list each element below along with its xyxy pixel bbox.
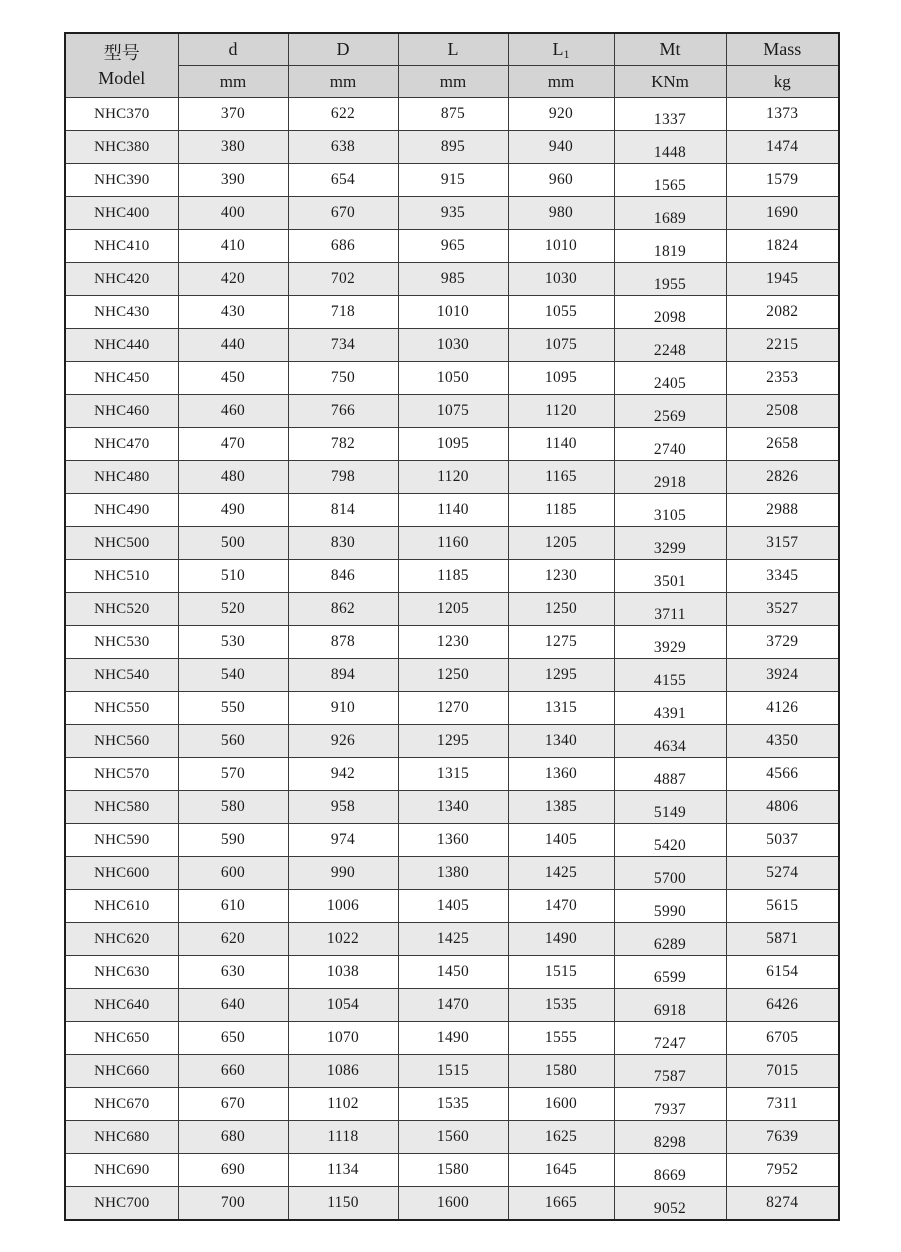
value-cell: 1580 [508, 1055, 614, 1088]
value-cell: 1010 [508, 230, 614, 263]
model-cell: NHC400 [65, 197, 178, 230]
value-cell: 3157 [726, 527, 839, 560]
value-cell: 550 [178, 692, 288, 725]
value-cell: 630 [178, 956, 288, 989]
table-body [65, 98, 839, 1221]
table-row [65, 395, 839, 428]
model-header-en: Model [98, 67, 146, 88]
table-row [65, 890, 839, 923]
model-header-zh: 型号 [103, 43, 140, 64]
model-cell: NHC390 [65, 164, 178, 197]
table-row [65, 197, 839, 230]
value-cell: 370 [178, 98, 288, 131]
model-cell: NHC640 [65, 989, 178, 1022]
value-cell: 1185 [508, 494, 614, 527]
value-cell: 3345 [726, 560, 839, 593]
value-cell: 1075 [398, 395, 508, 428]
value-cell: 686 [288, 230, 398, 263]
value-cell: 1230 [398, 626, 508, 659]
value-cell: 610 [178, 890, 288, 923]
column-header-d: d [178, 33, 288, 66]
model-cell: NHC630 [65, 956, 178, 989]
value-cell: 5037 [726, 824, 839, 857]
value-cell: 530 [178, 626, 288, 659]
table-header [65, 33, 839, 98]
value-cell: 1405 [508, 824, 614, 857]
value-cell: 1315 [508, 692, 614, 725]
value-cell: 2248 [614, 329, 726, 362]
value-cell: 1337 [614, 98, 726, 131]
value-cell: 7247 [614, 1022, 726, 1055]
value-cell: 3527 [726, 593, 839, 626]
value-cell: 985 [398, 263, 508, 296]
column-unit-4: KNm [614, 66, 726, 98]
column-header-d: D [288, 33, 398, 66]
value-cell: 2215 [726, 329, 839, 362]
value-cell: 1270 [398, 692, 508, 725]
column-unit-0: mm [178, 66, 288, 98]
value-cell: 1030 [398, 329, 508, 362]
value-cell: 1555 [508, 1022, 614, 1055]
value-cell: 940 [508, 131, 614, 164]
value-cell: 830 [288, 527, 398, 560]
value-cell: 1160 [398, 527, 508, 560]
value-cell: 1295 [508, 659, 614, 692]
table-row [65, 329, 839, 362]
value-cell: 2658 [726, 428, 839, 461]
value-cell: 2098 [614, 296, 726, 329]
model-cell: NHC690 [65, 1154, 178, 1187]
model-cell: NHC380 [65, 131, 178, 164]
table-row [65, 461, 839, 494]
value-cell: 1600 [398, 1187, 508, 1221]
value-cell: 4566 [726, 758, 839, 791]
value-cell: 980 [508, 197, 614, 230]
value-cell: 2826 [726, 461, 839, 494]
value-cell: 1022 [288, 923, 398, 956]
value-cell: 1515 [508, 956, 614, 989]
model-cell: NHC650 [65, 1022, 178, 1055]
value-cell: 1120 [398, 461, 508, 494]
value-cell: 1315 [398, 758, 508, 791]
value-cell: 1450 [398, 956, 508, 989]
table-row [65, 692, 839, 725]
value-cell: 1118 [288, 1121, 398, 1154]
value-cell: 5149 [614, 791, 726, 824]
value-cell: 1373 [726, 98, 839, 131]
model-cell: NHC590 [65, 824, 178, 857]
column-header-mass: Mass [726, 33, 839, 66]
value-cell: 1150 [288, 1187, 398, 1221]
model-cell: NHC580 [65, 791, 178, 824]
value-cell: 4391 [614, 692, 726, 725]
value-cell: 1165 [508, 461, 614, 494]
value-cell: 480 [178, 461, 288, 494]
table-row [65, 824, 839, 857]
value-cell: 1205 [398, 593, 508, 626]
value-cell: 660 [178, 1055, 288, 1088]
value-cell: 935 [398, 197, 508, 230]
value-cell: 4350 [726, 725, 839, 758]
value-cell: 400 [178, 197, 288, 230]
value-cell: 1448 [614, 131, 726, 164]
value-cell: 670 [178, 1088, 288, 1121]
value-cell: 1955 [614, 263, 726, 296]
value-cell: 2508 [726, 395, 839, 428]
value-cell: 1425 [508, 857, 614, 890]
value-cell: 6289 [614, 923, 726, 956]
table-row [65, 494, 839, 527]
value-cell: 1515 [398, 1055, 508, 1088]
table-row [65, 1187, 839, 1221]
value-cell: 990 [288, 857, 398, 890]
value-cell: 1490 [398, 1022, 508, 1055]
column-unit-3: mm [508, 66, 614, 98]
value-cell: 1250 [508, 593, 614, 626]
value-cell: 1050 [398, 362, 508, 395]
value-cell: 960 [508, 164, 614, 197]
value-cell: 1824 [726, 230, 839, 263]
value-cell: 1945 [726, 263, 839, 296]
table-row [65, 1154, 839, 1187]
value-cell: 5615 [726, 890, 839, 923]
spec-table-container [64, 32, 840, 1221]
table-row [65, 659, 839, 692]
value-cell: 4634 [614, 725, 726, 758]
value-cell: 2353 [726, 362, 839, 395]
value-cell: 1055 [508, 296, 614, 329]
value-cell: 8669 [614, 1154, 726, 1187]
table-row [65, 1088, 839, 1121]
table-row [65, 164, 839, 197]
model-cell: NHC370 [65, 98, 178, 131]
value-cell: 2082 [726, 296, 839, 329]
value-cell: 6705 [726, 1022, 839, 1055]
value-cell: 1535 [508, 989, 614, 1022]
model-cell: NHC570 [65, 758, 178, 791]
model-cell: NHC510 [65, 560, 178, 593]
value-cell: 590 [178, 824, 288, 857]
value-cell: 1579 [726, 164, 839, 197]
value-cell: 798 [288, 461, 398, 494]
value-cell: 1275 [508, 626, 614, 659]
value-cell: 1054 [288, 989, 398, 1022]
value-cell: 654 [288, 164, 398, 197]
value-cell: 8298 [614, 1121, 726, 1154]
value-cell: 2740 [614, 428, 726, 461]
value-cell: 1625 [508, 1121, 614, 1154]
table-row [65, 263, 839, 296]
value-cell: 1425 [398, 923, 508, 956]
model-cell: NHC610 [65, 890, 178, 923]
value-cell: 650 [178, 1022, 288, 1055]
value-cell: 926 [288, 725, 398, 758]
value-cell: 1010 [398, 296, 508, 329]
model-cell: NHC430 [65, 296, 178, 329]
table-row [65, 131, 839, 164]
column-header-l: L [398, 33, 508, 66]
value-cell: 3924 [726, 659, 839, 692]
value-cell: 2569 [614, 395, 726, 428]
value-cell: 766 [288, 395, 398, 428]
value-cell: 1070 [288, 1022, 398, 1055]
column-header-l1: $L_1$ [508, 33, 614, 66]
value-cell: 1474 [726, 131, 839, 164]
table-row [65, 758, 839, 791]
value-cell: 2405 [614, 362, 726, 395]
value-cell: 3729 [726, 626, 839, 659]
model-column-header [65, 33, 178, 98]
table-row [65, 98, 839, 131]
value-cell: 3929 [614, 626, 726, 659]
value-cell: 782 [288, 428, 398, 461]
table-row [65, 725, 839, 758]
value-cell: 1095 [508, 362, 614, 395]
value-cell: 718 [288, 296, 398, 329]
value-cell: 846 [288, 560, 398, 593]
value-cell: 1075 [508, 329, 614, 362]
value-cell: 3105 [614, 494, 726, 527]
value-cell: 3501 [614, 560, 726, 593]
value-cell: 570 [178, 758, 288, 791]
header-row-units [65, 66, 839, 98]
value-cell: 580 [178, 791, 288, 824]
value-cell: 420 [178, 263, 288, 296]
table-row [65, 923, 839, 956]
value-cell: 7639 [726, 1121, 839, 1154]
value-cell: 1340 [508, 725, 614, 758]
value-cell: 7937 [614, 1088, 726, 1121]
model-cell: NHC460 [65, 395, 178, 428]
value-cell: 1580 [398, 1154, 508, 1187]
value-cell: 500 [178, 527, 288, 560]
value-cell: 1600 [508, 1088, 614, 1121]
value-cell: 1819 [614, 230, 726, 263]
value-cell: 540 [178, 659, 288, 692]
value-cell: 640 [178, 989, 288, 1022]
column-header-mt: Mt [614, 33, 726, 66]
model-cell: NHC660 [65, 1055, 178, 1088]
model-cell: NHC500 [65, 527, 178, 560]
model-cell: NHC420 [65, 263, 178, 296]
value-cell: 1038 [288, 956, 398, 989]
value-cell: 1405 [398, 890, 508, 923]
value-cell: 750 [288, 362, 398, 395]
value-cell: 1645 [508, 1154, 614, 1187]
value-cell: 9052 [614, 1187, 726, 1221]
value-cell: 958 [288, 791, 398, 824]
value-cell: 4887 [614, 758, 726, 791]
value-cell: 2918 [614, 461, 726, 494]
value-cell: 520 [178, 593, 288, 626]
table-row [65, 1055, 839, 1088]
model-cell: NHC700 [65, 1187, 178, 1221]
value-cell: 734 [288, 329, 398, 362]
value-cell: 7587 [614, 1055, 726, 1088]
model-cell: NHC670 [65, 1088, 178, 1121]
value-cell: 1102 [288, 1088, 398, 1121]
model-cell: NHC560 [65, 725, 178, 758]
table-row [65, 956, 839, 989]
value-cell: 1250 [398, 659, 508, 692]
value-cell: 1470 [398, 989, 508, 1022]
value-cell: 875 [398, 98, 508, 131]
value-cell: 1140 [508, 428, 614, 461]
value-cell: 680 [178, 1121, 288, 1154]
model-cell: NHC550 [65, 692, 178, 725]
model-cell: NHC450 [65, 362, 178, 395]
value-cell: 450 [178, 362, 288, 395]
value-cell: 814 [288, 494, 398, 527]
value-cell: 1140 [398, 494, 508, 527]
model-cell: NHC540 [65, 659, 178, 692]
model-cell: NHC410 [65, 230, 178, 263]
value-cell: 910 [288, 692, 398, 725]
value-cell: 638 [288, 131, 398, 164]
value-cell: 380 [178, 131, 288, 164]
value-cell: 670 [288, 197, 398, 230]
value-cell: 1690 [726, 197, 839, 230]
table-row [65, 428, 839, 461]
value-cell: 6154 [726, 956, 839, 989]
value-cell: 1470 [508, 890, 614, 923]
value-cell: 1134 [288, 1154, 398, 1187]
value-cell: 1665 [508, 1187, 614, 1221]
value-cell: 470 [178, 428, 288, 461]
table-row [65, 362, 839, 395]
value-cell: 390 [178, 164, 288, 197]
value-cell: 8274 [726, 1187, 839, 1221]
value-cell: 3299 [614, 527, 726, 560]
value-cell: 974 [288, 824, 398, 857]
value-cell: 1095 [398, 428, 508, 461]
table-row [65, 791, 839, 824]
value-cell: 965 [398, 230, 508, 263]
value-cell: 1120 [508, 395, 614, 428]
value-cell: 6918 [614, 989, 726, 1022]
value-cell: 1030 [508, 263, 614, 296]
value-cell: 1360 [508, 758, 614, 791]
column-unit-5: kg [726, 66, 839, 98]
header-row-labels [65, 33, 839, 66]
table-row [65, 1022, 839, 1055]
value-cell: 2988 [726, 494, 839, 527]
value-cell: 560 [178, 725, 288, 758]
model-cell: NHC680 [65, 1121, 178, 1154]
table-row [65, 626, 839, 659]
model-cell: NHC600 [65, 857, 178, 890]
value-cell: 430 [178, 296, 288, 329]
table-row [65, 989, 839, 1022]
value-cell: 1205 [508, 527, 614, 560]
table-row [65, 296, 839, 329]
model-cell: NHC530 [65, 626, 178, 659]
value-cell: 915 [398, 164, 508, 197]
value-cell: 7015 [726, 1055, 839, 1088]
value-cell: 862 [288, 593, 398, 626]
value-cell: 7311 [726, 1088, 839, 1121]
value-cell: 4155 [614, 659, 726, 692]
value-cell: 4806 [726, 791, 839, 824]
value-cell: 5700 [614, 857, 726, 890]
value-cell: 1380 [398, 857, 508, 890]
table-row [65, 230, 839, 263]
value-cell: 622 [288, 98, 398, 131]
value-cell: 1185 [398, 560, 508, 593]
table-row [65, 593, 839, 626]
value-cell: 702 [288, 263, 398, 296]
model-cell: NHC490 [65, 494, 178, 527]
column-unit-1: mm [288, 66, 398, 98]
value-cell: 5990 [614, 890, 726, 923]
value-cell: 510 [178, 560, 288, 593]
value-cell: 1340 [398, 791, 508, 824]
value-cell: 1360 [398, 824, 508, 857]
value-cell: 1006 [288, 890, 398, 923]
value-cell: 894 [288, 659, 398, 692]
value-cell: 895 [398, 131, 508, 164]
table-row [65, 560, 839, 593]
value-cell: 6599 [614, 956, 726, 989]
value-cell: 7952 [726, 1154, 839, 1187]
table-row [65, 1121, 839, 1154]
value-cell: 1560 [398, 1121, 508, 1154]
value-cell: 700 [178, 1187, 288, 1221]
value-cell: 1689 [614, 197, 726, 230]
spec-table [64, 32, 840, 1221]
table-row [65, 527, 839, 560]
model-cell: NHC470 [65, 428, 178, 461]
value-cell: 1385 [508, 791, 614, 824]
value-cell: 5420 [614, 824, 726, 857]
value-cell: 690 [178, 1154, 288, 1187]
value-cell: 1565 [614, 164, 726, 197]
value-cell: 5274 [726, 857, 839, 890]
value-cell: 1086 [288, 1055, 398, 1088]
value-cell: 460 [178, 395, 288, 428]
value-cell: 920 [508, 98, 614, 131]
value-cell: 3711 [614, 593, 726, 626]
table-row [65, 857, 839, 890]
value-cell: 1490 [508, 923, 614, 956]
value-cell: 620 [178, 923, 288, 956]
model-cell: NHC520 [65, 593, 178, 626]
model-cell: NHC440 [65, 329, 178, 362]
value-cell: 5871 [726, 923, 839, 956]
value-cell: 600 [178, 857, 288, 890]
value-cell: 490 [178, 494, 288, 527]
value-cell: 1295 [398, 725, 508, 758]
value-cell: 1230 [508, 560, 614, 593]
model-cell: NHC620 [65, 923, 178, 956]
value-cell: 878 [288, 626, 398, 659]
value-cell: 4126 [726, 692, 839, 725]
value-cell: 440 [178, 329, 288, 362]
column-unit-2: mm [398, 66, 508, 98]
value-cell: 6426 [726, 989, 839, 1022]
value-cell: 410 [178, 230, 288, 263]
model-cell: NHC480 [65, 461, 178, 494]
value-cell: 942 [288, 758, 398, 791]
value-cell: 1535 [398, 1088, 508, 1121]
